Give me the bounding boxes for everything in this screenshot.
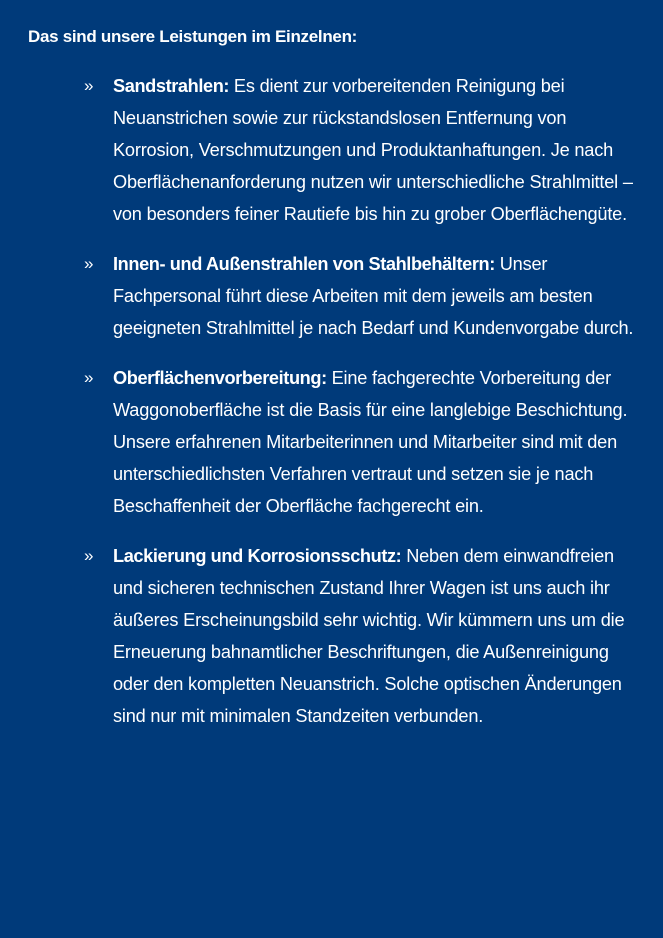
service-description: Unser Fachpersonal führt diese Arbeiten mit dem jeweils am besten geeigneten Strahlmittel je nach Bedarf und Kundenvorgabe durch. xyxy=(113,254,634,338)
service-description: Neben dem einwandfreien und sicheren technischen Zustand Ihrer Wagen ist uns auch ihr äußeres Erscheinungsbild sehr wichtig. Wir kümmern uns um die Erneuerung bahnamtlicher Beschriftungen, die Außenreinigung oder den kompletten Neuanstrich. Solche optischen Änderungen sind nur mit minimalen Standzeiten verbunden. xyxy=(113,546,625,726)
service-description: Es dient zur vorbereitenden Reinigung bei Neuanstrichen sowie zur rückstandslosen Entfernung von Korrosion, Verschmutzungen und Produktanhaftungen. Je nach Oberflächenanforderung nutzen wir unterschiedliche Strahlmittel – von besonders feiner Rautiefe bis hin zu grober Oberflächengüte. xyxy=(113,76,633,224)
service-item-innen-aussenstrahlen xyxy=(84,248,644,344)
double-chevron-right-icon: » xyxy=(84,254,94,273)
service-title: Sandstrahlen: xyxy=(113,76,230,96)
service-title: Lackierung und Korrosionsschutz: xyxy=(113,546,402,566)
service-item-sandstrahlen xyxy=(84,70,644,230)
service-item-oberflaechenvorbereitung xyxy=(84,362,644,522)
double-chevron-right-icon: » xyxy=(84,76,94,95)
double-chevron-right-icon: » xyxy=(84,368,94,387)
service-title: Innen- und Außenstrahlen von Stahlbehältern: xyxy=(113,254,495,274)
service-item-lackierung-korrosionsschutz xyxy=(84,540,644,732)
service-description: Eine fachgerechte Vorbereitung der Waggonoberfläche ist die Basis für eine langlebige Beschichtung. Unsere erfahrenen Mitarbeiterinnen und Mitarbeiter sind mit den unterschiedlichsten Verfahren vertraut und setzen sie je nach Beschaffenheit der Oberfläche fachgerecht ein. xyxy=(113,368,628,516)
section-heading: Das sind unsere Leistungen im Einzelnen: xyxy=(28,27,358,46)
double-chevron-right-icon: » xyxy=(84,546,94,565)
service-title: Oberflächenvorbereitung: xyxy=(113,368,327,388)
services-list xyxy=(84,70,644,750)
